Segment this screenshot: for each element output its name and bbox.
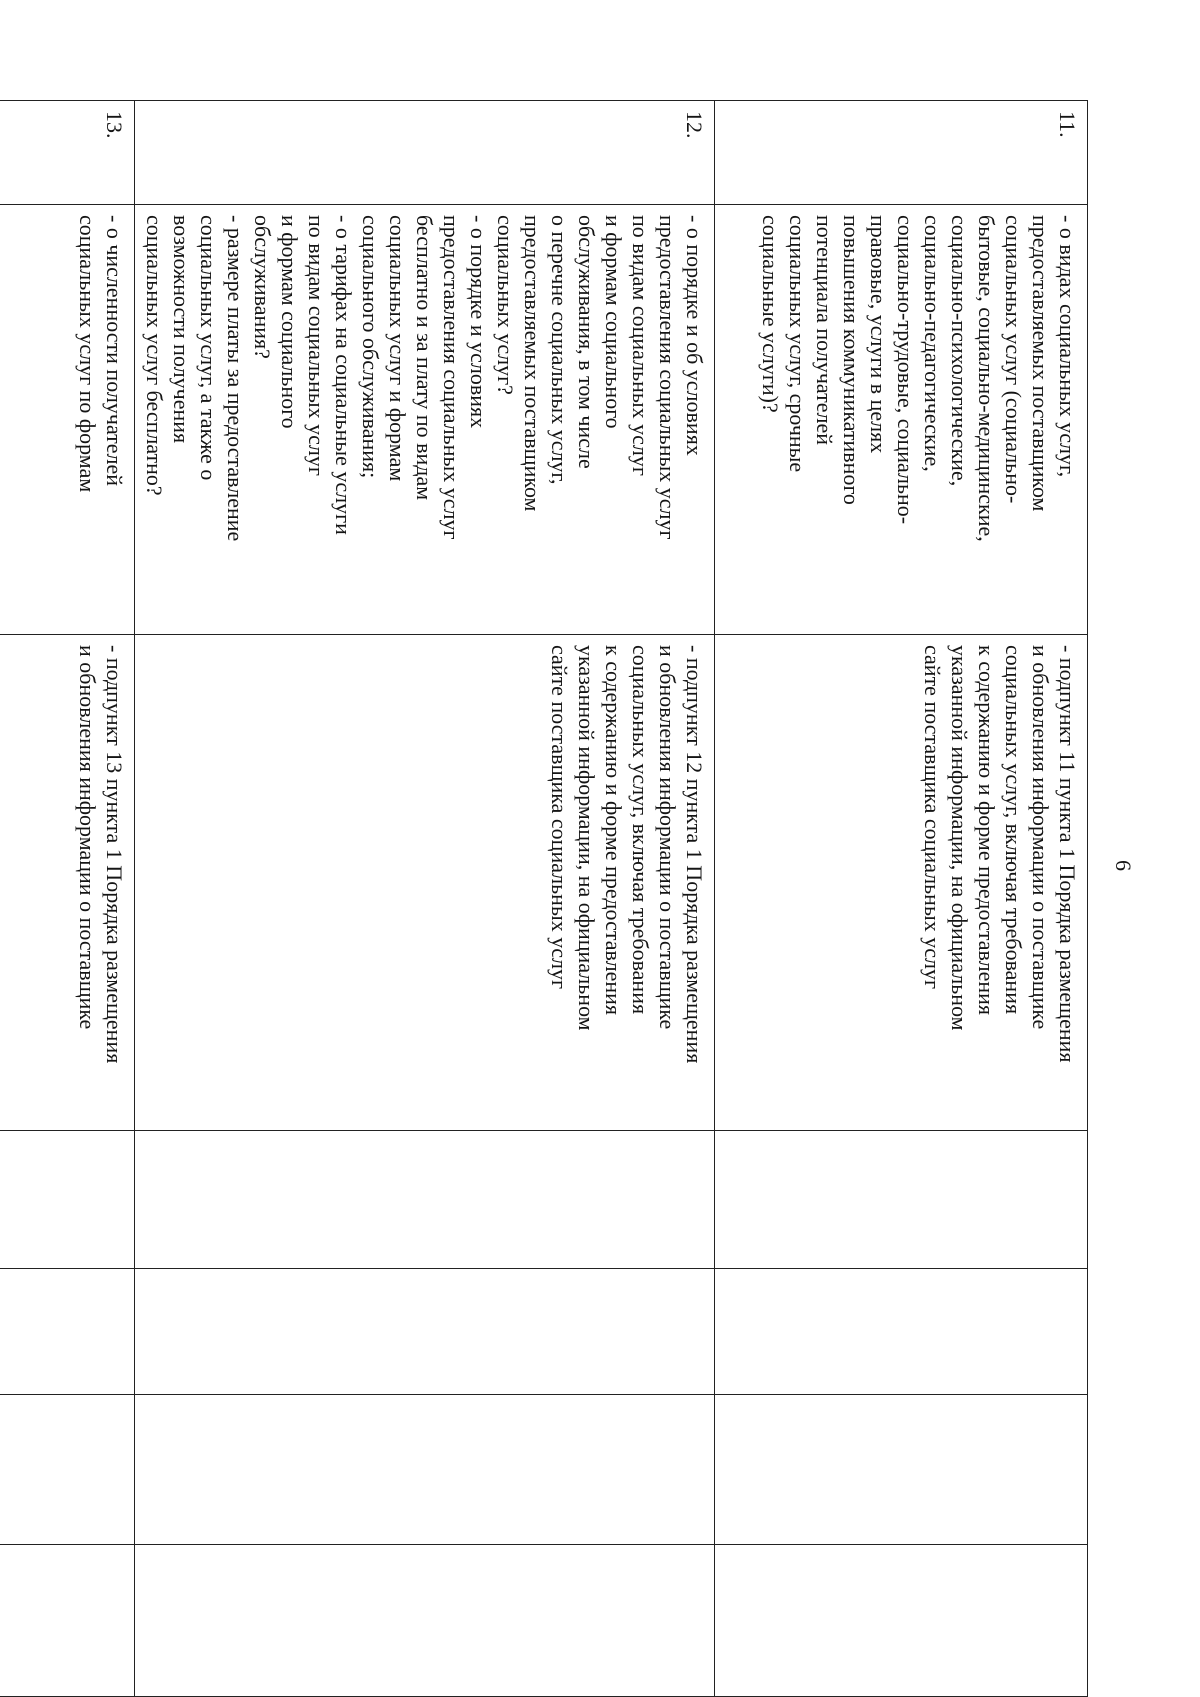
text-line: бытовые, социально-медицинские,	[974, 215, 999, 542]
empty-cell	[135, 1131, 715, 1269]
text-line: социальных услуг и формам	[385, 215, 410, 482]
text-line: - подпункт 11 пункта 1 Порядка размещения	[1055, 645, 1080, 1063]
reference-cell	[0, 635, 135, 1131]
text-line: о перечне социальных услуг,	[547, 215, 572, 485]
text-line: социальных услуг?	[493, 215, 518, 395]
question-cell	[715, 205, 1088, 635]
row-number: 13.	[0, 101, 135, 205]
text-line: социально-психологические,	[947, 215, 972, 487]
text-line: по видам социальных услуг	[304, 215, 329, 476]
text-line: бесплатно и за плату по видам	[412, 215, 437, 501]
text-line: социального обслуживания;	[358, 215, 383, 479]
text-line: социально-педагогические,	[920, 215, 945, 472]
text-line: и обновления информации о поставщике	[1028, 645, 1053, 1030]
empty-cell	[0, 1269, 135, 1395]
empty-cell	[715, 1545, 1088, 1697]
text-line: по видам социальных услуг	[628, 215, 653, 476]
text-line: обслуживания?	[250, 215, 275, 359]
text-line: и формам социального	[601, 215, 626, 429]
empty-cell	[135, 1395, 715, 1545]
empty-cell	[135, 1269, 715, 1395]
text-line: - о порядке и условиях	[466, 215, 491, 429]
question-cell	[0, 205, 135, 635]
text-line: потенциала получателей	[812, 215, 837, 446]
text-line: к содержанию и форме предоставления	[974, 645, 999, 1016]
text-line: обслуживания, в том числе	[574, 215, 599, 469]
text-line: и обновления информации о поставщике	[75, 645, 100, 1030]
text-line: социальные услуги)?	[758, 215, 783, 413]
text-line: указанной информации, на официальном	[947, 645, 972, 1031]
text-line: предоставления социальных услуг	[439, 215, 464, 540]
text-line: социально-трудовые, социально-	[893, 215, 918, 525]
text-line: сайте поставщика социальных услуг	[547, 645, 572, 990]
text-line: повышения коммуникативного	[839, 215, 864, 505]
empty-cell	[715, 1269, 1088, 1395]
evaluation-table	[0, 100, 1088, 1697]
text-line: возможности получения	[169, 215, 194, 444]
page-number: 6	[1111, 860, 1136, 871]
empty-cell	[0, 1131, 135, 1269]
rotated-document-page	[75, 100, 1136, 1696]
reference-cell	[135, 635, 715, 1131]
text-line: социальных услуг (социально-	[1001, 215, 1026, 504]
text-line: социальных услуг, срочные	[785, 215, 810, 473]
text-line: предоставления социальных услуг	[655, 215, 680, 540]
text-line: правовые, услуги в целях	[866, 215, 891, 454]
text-line: и обновления информации о поставщике	[655, 645, 680, 1030]
text-line: - подпункт 12 пункта 1 Порядка размещения	[682, 645, 707, 1064]
text-line: указанной информации, на официальном	[574, 645, 599, 1031]
text-line: предоставляемых поставщиком	[1028, 215, 1053, 512]
text-line: сайте поставщика социальных услуг	[920, 645, 945, 990]
empty-cell	[135, 1545, 715, 1697]
reference-cell	[715, 635, 1088, 1131]
text-line: к содержанию и форме предоставления	[601, 645, 626, 1016]
table-row	[715, 101, 1088, 1697]
table-row	[0, 101, 135, 1697]
row-number: 11.	[715, 101, 1088, 205]
text-line: социальных услуг бесплатно?	[142, 215, 167, 496]
empty-cell	[0, 1545, 135, 1697]
text-line: - о численности получателей	[102, 215, 127, 487]
empty-cell	[715, 1131, 1088, 1269]
table-row	[135, 101, 715, 1697]
row-number: 12.	[135, 101, 715, 205]
text-line: социальных услуг, включая требования	[1001, 645, 1026, 1015]
text-line: - о порядке и об условиях	[682, 215, 707, 456]
text-line: - подпункт 13 пункта 1 Порядка размещения	[102, 645, 127, 1064]
empty-cell	[0, 1395, 135, 1545]
text-line: и формам социального	[277, 215, 302, 429]
question-cell	[135, 205, 715, 635]
text-line: социальных услуг, включая требования	[628, 645, 653, 1015]
text-line: социальных услуг, а также о	[196, 215, 221, 481]
empty-cell	[715, 1395, 1088, 1545]
text-line: - о тарифах на социальные услуги	[331, 215, 356, 535]
text-line: - размере платы за предоставление	[223, 215, 248, 542]
text-line: - о видах социальных услуг,	[1055, 215, 1080, 478]
text-line: предоставляемых поставщиком	[520, 215, 545, 512]
text-line: социальных услуг по формам	[75, 215, 100, 493]
